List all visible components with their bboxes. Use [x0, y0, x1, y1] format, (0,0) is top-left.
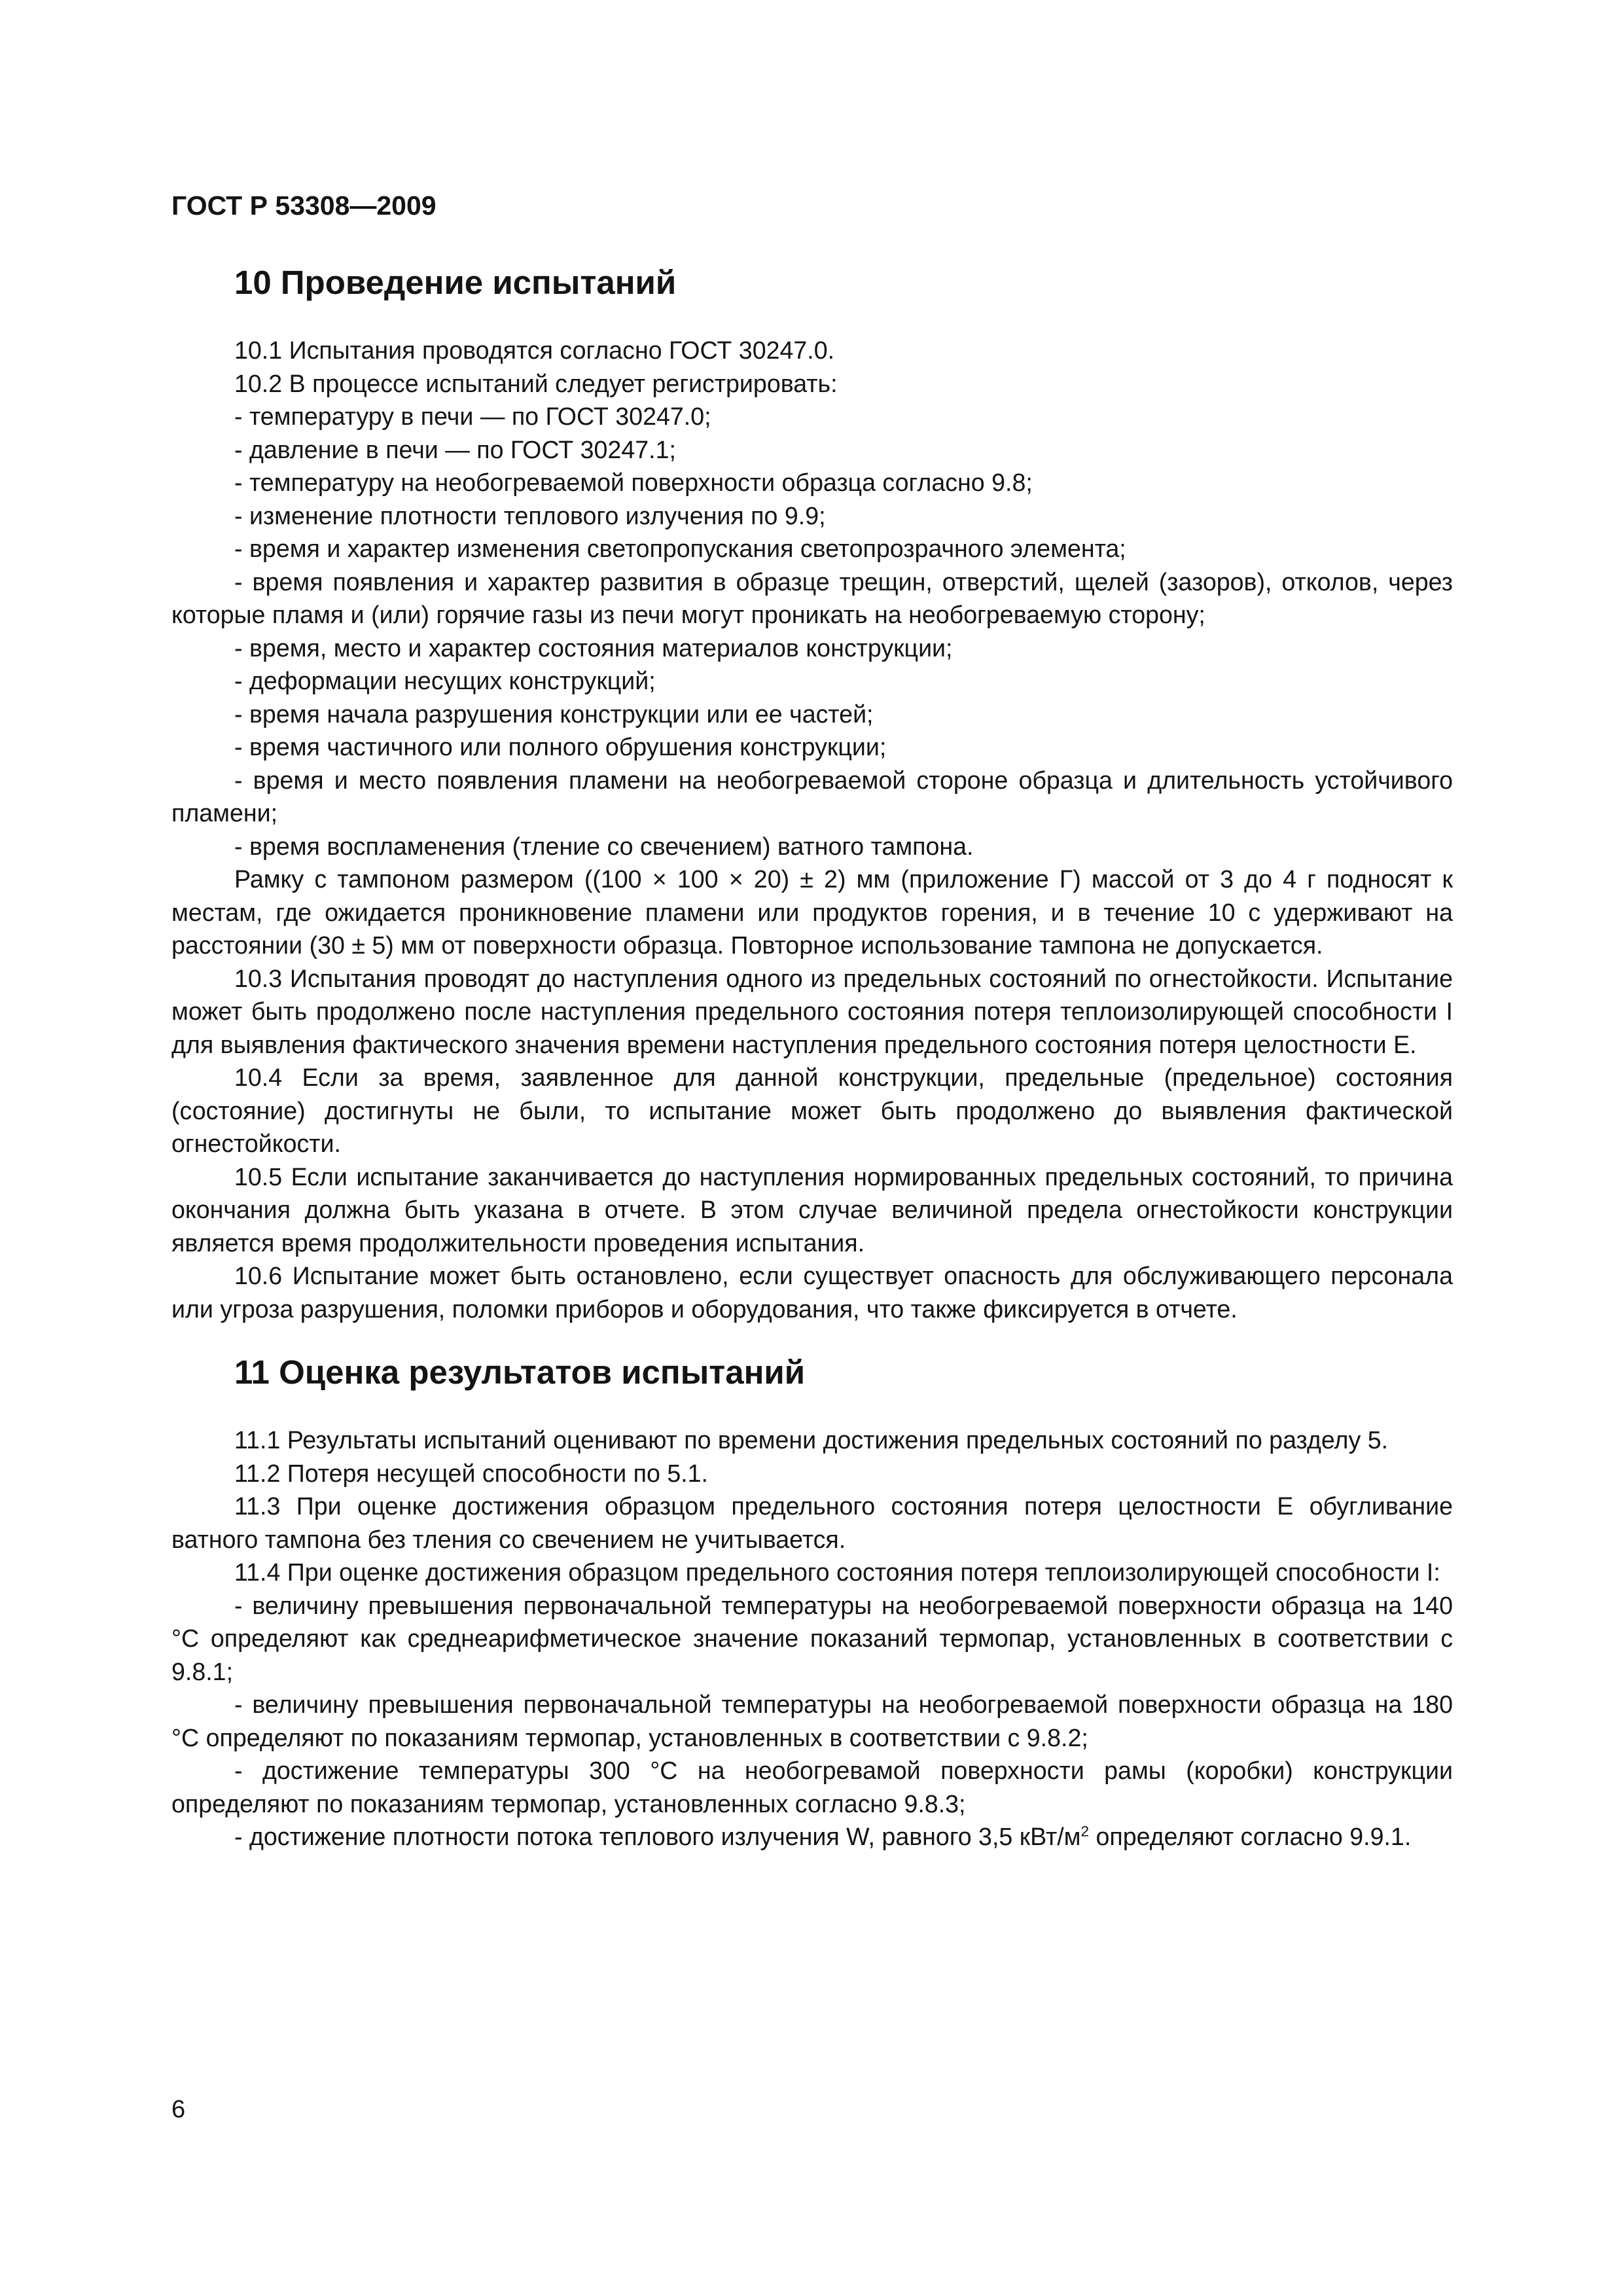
section-10-title: 10 Проведение испытаний — [234, 264, 677, 301]
list-item: - величину превышения первоначальной температуры на необогреваемой поверхности образца на 180 °С определяют по показаниям термопар, установленных в соответствии с 9.8.2; — [171, 1691, 1453, 1751]
paragraph: 10.1 Испытания проводятся согласно ГОСТ 30247.0. — [234, 336, 835, 364]
superscript: 2 — [1080, 1823, 1090, 1840]
list-item: - время и характер изменения светопропускания светопрозрачного элемента; — [234, 535, 1126, 562]
list-item: - время воспламенения (тление со свечением) ватного тампона. — [234, 832, 974, 860]
paragraph: 11.3 При оценке достижения образцом предельного состояния потеря целостности E обугливание ватного тампона без тления со свечением не учитывается. — [171, 1492, 1453, 1553]
text-fragment: - достижение плотности потока теплового излучения W, равного 3,5 кВт/м — [234, 1823, 1081, 1850]
document-body — [171, 257, 1453, 1854]
paragraph: 11.2 Потеря несущей способности по 5.1. — [234, 1459, 709, 1487]
list-item: - время, место и характер состояния материалов конструкции; — [234, 634, 953, 662]
page-number: 6 — [171, 2096, 186, 2123]
list-item: - величину превышения первоначальной температуры на необогреваемой поверхности образца на 140 °С определяют как среднеарифметическое значение показаний термопар, установленных в соответствии с 9.8.1; — [171, 1591, 1453, 1685]
list-item: - изменение плотности теплового излучения по 9.9; — [234, 501, 826, 529]
text-fragment: определяют согласно 9.9.1. — [1089, 1823, 1412, 1850]
paragraph: 10.3 Испытания проводят до наступления одного из предельных состояний по огнестойкости. Испытание может быть продолжено после наступления предельного состояния потеря теплоизолирующей способности I для выявления фактического значения времени наступления предельного состояния потеря целостности E. — [171, 964, 1453, 1058]
list-item: - время и место появления пламени на необогреваемой стороне образца и длительность устойчивого пламени; — [171, 766, 1453, 827]
list-item — [171, 1820, 1453, 1854]
list-item: - давление в печи — по ГОСТ 30247.1; — [234, 435, 676, 463]
list-item: - температуру в печи — по ГОСТ 30247.0; — [234, 403, 711, 430]
paragraph: 10.5 Если испытание заканчивается до наступления нормированных предельных состояний, то причина окончания должна быть указана в отчете. В этом случае величиной предела огнестойкости конструкции является время продолжительности проведения испытания. — [171, 1162, 1453, 1257]
document-id-header: ГОСТ Р 53308—2009 — [171, 190, 437, 221]
section-11-title: 11 Оценка результатов испытаний — [234, 1354, 806, 1391]
list-item: - достижение температуры 300 °С на необогревамой поверхности рамы (коробки) конструкции определяют по показаниям термопар, установленных согласно 9.8.3; — [171, 1757, 1453, 1818]
paragraph: 11.1 Результаты испытаний оценивают по времени достижения предельных состояний по разделу 5. — [234, 1426, 1389, 1454]
list-item: - время появления и характер развития в образце трещин, отверстий, щелей (зазоров), отколов, через которые пламя и (или) горячие газы из печи могут проникать на необогреваемую сторону; — [171, 567, 1453, 628]
paragraph: 10.4 Если за время, заявленное для данной конструкции, предельные (предельное) состояния (состояние) достигнуты не были, то испытание может быть продолжено до выявления фактической огнестойкости. — [171, 1064, 1453, 1157]
paragraph: Рамку с тампоном размером ((100 × 100 × 20) ± 2) мм (приложение Г) массой от 3 до 4 г подносят к местам, где ожидается проникновение пламени или продуктов горения, и в течение 10 с удерживают на расстоянии (30 ± 5) мм от поверхности образца. Повторное использование тампона не допускается. — [171, 865, 1453, 959]
paragraph: 10.6 Испытание может быть остановлено, если существует опасность для обслуживающего персонала или угроза разрушения, поломки приборов и оборудования, что также фиксируется в отчете. — [171, 1262, 1453, 1323]
list-item: - деформации несущих конструкций; — [234, 667, 656, 694]
list-item: - температуру на необогреваемой поверхности образца согласно 9.8; — [234, 469, 1033, 496]
list-item: - время частичного или полного обрушения конструкции; — [234, 733, 887, 761]
paragraph: 10.2 В процессе испытаний следует регистрировать: — [234, 369, 838, 397]
list-item: - время начала разрушения конструкции или ее частей; — [234, 700, 874, 728]
paragraph: 11.4 При оценке достижения образцом предельного состояния потеря теплоизолирующей способности I: — [234, 1558, 1440, 1586]
